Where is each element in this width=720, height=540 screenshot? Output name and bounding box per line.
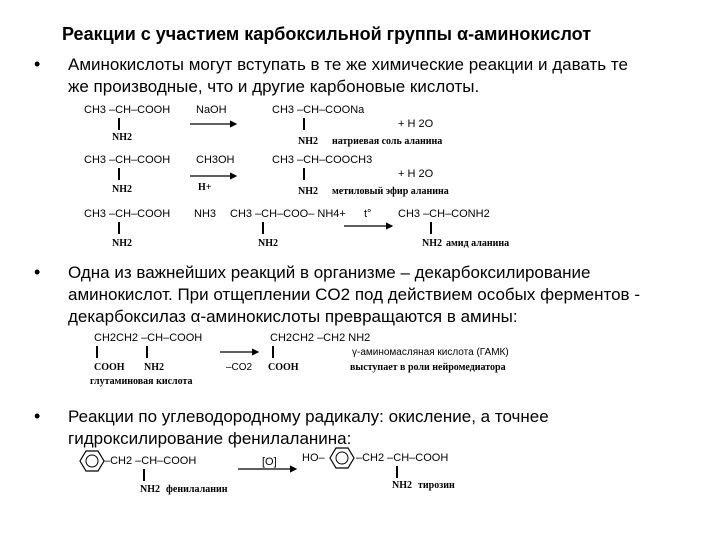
r1-byproduct: + H 2O: [398, 118, 434, 130]
r3-intermediate-amino: NH2: [258, 238, 278, 249]
r1-reactant-amino: NH2: [112, 132, 132, 143]
r5-product-prefix: HO–: [302, 452, 325, 464]
paragraph-1-line-1: Аминокислоты могут вступать в те же химические реакции и давать те: [68, 55, 628, 74]
benzene-ring-product-icon: [330, 448, 354, 468]
r3-product-name: амид аланина: [446, 238, 510, 249]
r2-product: CH3 –CH–COOCH3: [272, 154, 373, 166]
r5-reactant: –CH2 –CH–COOH: [104, 455, 197, 467]
paragraph-3-line-1: Реакции по углеводородному радикалу: окисление, а точнее: [68, 407, 549, 426]
r4-reactant-name: глутаминовая кислота: [90, 376, 193, 387]
r4-byproduct: –CO2: [226, 362, 253, 373]
r1-reagent: NaOH: [196, 104, 227, 116]
r2-reactant: CH3 –CH–COOH: [84, 154, 171, 166]
r3-reactant: CH3 –CH–COOH: [84, 208, 171, 220]
r2-reagent: CH3OH: [196, 154, 235, 166]
r1-product-amino: NH2: [298, 136, 318, 147]
r4-product-carboxyl: COOH: [268, 362, 299, 373]
paragraph-1-line-2: же производные, что и другие карбоновые кислоты.: [68, 77, 480, 96]
r3-product: CH3 –CH–CONH2: [398, 208, 490, 220]
r5-reactant-name: фенилаланин: [166, 484, 228, 495]
r4-product-note: выступает в роли нейромедиатора: [350, 362, 506, 373]
r5-reactant-amino: NH2: [140, 484, 160, 495]
r2-byproduct: + H 2O: [398, 168, 434, 180]
r4-reactant-amino: NH2: [144, 362, 164, 373]
paragraph-2-line-3: декарбоксилаз α-аминокислоты превращаются в амины:: [68, 307, 518, 326]
page-title: Реакции с участием карбоксильной группы α-аминокислот: [62, 24, 592, 44]
r5-reagent: [O]: [262, 456, 277, 468]
paragraph-2-line-1: Одна из важнейших реакций в организме – декарбоксилирование: [68, 263, 591, 282]
r5-product: –CH2 –CH–COOH: [356, 452, 449, 464]
r2-catalyst: H+: [198, 182, 212, 193]
r4-reactant-carboxyl: COOH: [94, 362, 125, 373]
bullet-2: •: [34, 262, 41, 282]
r5-product-name: тирозин: [418, 480, 455, 491]
paragraph-2-line-2: аминокислот. При отщеплении CO2 под действием особых ферментов -: [68, 285, 640, 304]
r3-condition: t°: [364, 208, 372, 220]
r3-intermediate: CH3 –CH–COO– NH4+: [230, 208, 346, 220]
r5-product-amino: NH2: [392, 480, 412, 491]
bullet-3: •: [34, 406, 41, 426]
r3-reagent: NH3: [194, 208, 217, 220]
r3-reactant-amino: NH2: [112, 238, 132, 249]
r4-product: CH2CH2 –CH2 NH2: [270, 332, 371, 344]
benzene-ring-icon: [80, 451, 104, 471]
r2-product-name: метиловый эфир аланина: [332, 186, 449, 197]
bullet-1: •: [34, 54, 41, 74]
r4-reactant: CH2CH2 –CH–COOH: [94, 332, 203, 344]
r2-product-amino: NH2: [298, 186, 318, 197]
paragraph-3-line-2: гидроксилирование фенилаланина:: [68, 429, 352, 448]
r3-product-amino: NH2: [422, 238, 442, 249]
r1-reactant: CH3 –CH–COOH: [84, 104, 171, 116]
r1-product-name: натриевая соль аланина: [332, 136, 443, 147]
r4-product-name: γ-аминомасляная кислота (ГАМК): [352, 347, 509, 358]
r2-reactant-amino: NH2: [112, 184, 132, 195]
r1-product: CH3 –CH–COONa: [272, 104, 365, 116]
